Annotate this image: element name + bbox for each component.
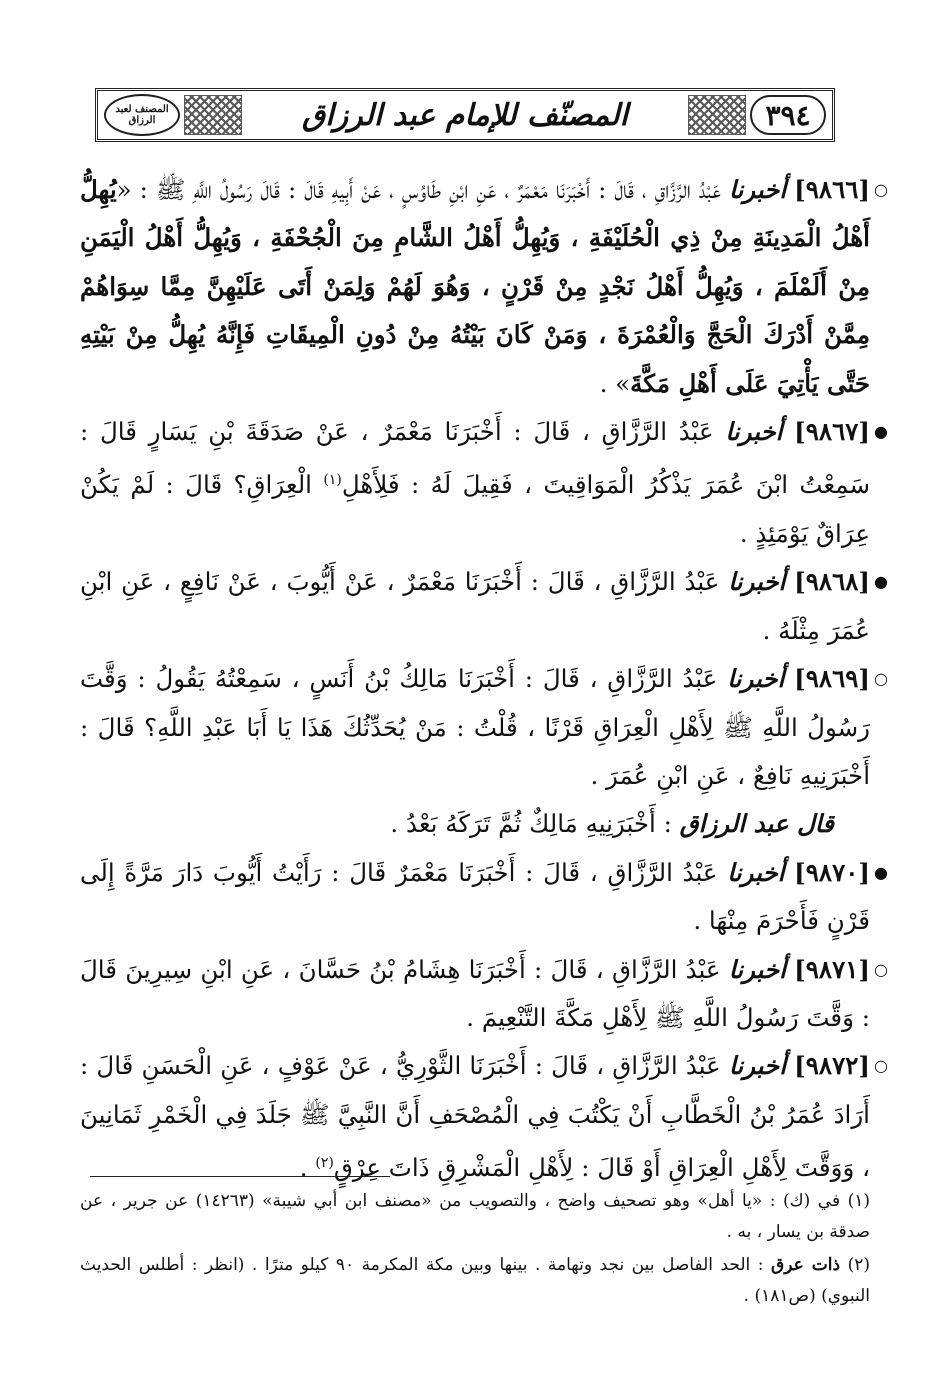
footnote-text: : الحد الفاصل بين نجد وتهامة . بينها وبين مكة المكرمة ٩٠ كيلو مترًا . (انظر : أطلس الحديث النبوي) (ص١٨١) . <box>80 1255 870 1306</box>
footnotes <box>80 1186 870 1314</box>
footnote-ref[interactable]: (١) <box>323 472 342 489</box>
hadith-isnad: عَبْدُ الرَّزَّاقِ ، قَالَ : أَخْبَرَنَا مَالِكُ بْنُ أَنَسٍ ، سَمِعْتُهُ يَقُولُ : وَقَّتَ رَسُولُ اللَّهِ ﷺ لِأَهْلِ الْعِرَاقِ قَرْنًا ، قُلْتُ : مَنْ يُحَدِّثُكَ هَذَا يَا أَبَا عَبْدِ اللَّهِ؟ قَالَ : أَخْبَرَنِيهِ نَافِعٌ ، عَنِ ابْنِ عُمَرَ . <box>80 664 870 791</box>
hadith-isnad: عَبْدُ الرَّزَّاقِ ، قَالَ : أَخْبَرَنَا مَعْمَرٌ ، عَنْ صَدَقَةَ بْنِ يَسَارٍ قَالَ : سَمِعْتُ ابْنَ عُمَرَ يَذْكُرُ الْمَوَاقِيتَ ، فَقِيلَ لَهُ : فَلِأَهْلِ <box>80 417 870 500</box>
hadith-entry-9867 <box>80 408 888 558</box>
entry-marker-icon: ○ <box>874 180 888 199</box>
header-ornament-left <box>184 95 242 135</box>
hadith-number: [٩٨٧٢] <box>794 1051 870 1081</box>
hadith-isnad: عَبْدُ الرَّزَّاقِ ، قَالَ : أَخْبَرَنَا مَعْمَرٌ ، عَنْ أَيُّوبَ ، عَنْ نَافِعٍ ، عَنِ ابْنِ عُمَرَ مِثْلَهُ . <box>80 567 870 645</box>
footnote-separator <box>90 1176 390 1177</box>
hadith-entry-9868 <box>80 558 888 655</box>
hadith-entry-9869 <box>80 655 888 800</box>
hadith-isnad: عَبْدُ الرَّزَّاقِ ، قَالَ : أَخْبَرَنَا الثَّوْرِيُّ ، عَنْ عَوْفٍ ، عَنِ الْحَسَنِ قَالَ : أَرَادَ عُمَرُ بْنُ الْخَطَّابِ أَنْ يَكْتُبَ فِي الْمُصْحَفِ أَنَّ النَّبِيَّ ﷺ جَلَدَ فِي الْخَمْرِ ثَمَانِينَ ، وَوَقَّتَ لِأَهْلِ الْعِرَاقِ أَوْ قَالَ : لِأَهْلِ الْمَشْرِقِ ذَاتَ عِرْقٍ <box>80 1051 870 1183</box>
akhbarana-word: أخبرنا <box>727 664 785 694</box>
editor-note <box>80 800 870 848</box>
page-number: ٣٩٤ <box>750 95 826 135</box>
footnote-term: ذات عرق <box>771 1255 841 1275</box>
entry-marker-icon: ● <box>874 572 888 592</box>
book-seal-logo: المصنف لعبد الرزاق <box>104 94 180 136</box>
akhbarana-word: أخبرنا <box>728 175 787 204</box>
hadith-number: [٩٨٦٦] <box>794 175 870 204</box>
footnote-1 <box>80 1186 870 1248</box>
entry-marker-icon: ● <box>874 862 888 882</box>
footnote-label: (٢) <box>840 1255 870 1275</box>
footnote-2 <box>80 1250 870 1312</box>
akhbarana-word: أخبرنا <box>728 1051 787 1081</box>
hadith-entry-9870 <box>80 849 888 946</box>
footnote-ref[interactable]: (٢) <box>315 1155 334 1172</box>
hadith-entry-9872 <box>80 1042 888 1192</box>
akhbarana-word: أخبرنا <box>727 857 785 887</box>
hadith-tail: » . <box>599 368 631 398</box>
hadith-number: [٩٨٦٩] <box>794 664 870 694</box>
hadith-entry-9866 <box>80 166 888 408</box>
book-title: المصنّف للإمام عبد الرزاق <box>302 97 628 133</box>
hadith-matn: يُهِلُّ أَهْلُ الْمَدِينَةِ مِنْ ذِي الْحُلَيْفَةِ ، وَيُهِلُّ أَهْلُ الشَّامِ مِنَ الْجُحْفَةِ ، وَيُهِلُّ أَهْلُ الْيَمَنِ مِنْ أَلَمْلَمَ ، وَيُهِلُّ أَهْلُ نَجْدٍ مِنْ قَرْنٍ ، وَهُوَ لَهُمْ وَلِمَنْ أَتَى عَلَيْهِنَّ مِمَّا سِوَاهُمْ مِمَّنْ أَدْرَكَ الْحَجَّ وَالْعُمْرَةَ ، وَمَنْ كَانَ بَيْتُهُ مِنْ دُونِ الْمِيقَاتِ فَإِنَّهُ يُهِلُّ مِنْ بَيْتِهِ حَتَّى يَأْتِيَ عَلَى أَهْلِ مَكَّةَ <box>80 175 870 398</box>
akhbarana-word: أخبرنا <box>728 567 786 597</box>
hadith-tail: الْعِرَاقِ؟ قَالَ : لَمْ يَكُنْ عِرَاقٌ يَوْمَئِذٍ . <box>80 470 870 548</box>
hadith-number: [٩٨٦٨] <box>794 567 870 597</box>
akhbarana-word: أخبرنا <box>728 954 786 984</box>
entry-marker-icon: ○ <box>874 1056 888 1076</box>
hadith-isnad: عَبْدُ الرَّزَّاقِ ، قَالَ : أَخْبَرَنَا مَعْمَرٌ ، عَنِ ابْنِ طَاوُسٍ ، عَنْ أَبِيهِ قَالَ : قَالَ رَسُولُ اللَّهِ ﷺ : « <box>116 175 721 204</box>
note-text: : أَخْبَرَنِيهِ مَالِكٌ ثُمَّ تَرَكَهُ بَعْدُ . <box>390 809 672 839</box>
hadith-isnad: عَبْدُ الرَّزَّاقِ ، قَالَ : أَخْبَرَنَا هِشَامُ بْنُ حَسَّانَ ، عَنِ ابْنِ سِيرِينَ قَالَ : وَقَّتَ رَسُولُ اللَّهِ ﷺ لِأَهْلِ مَكَّةَ التَّنْعِيمَ . <box>80 954 870 1033</box>
header-ornament-right <box>688 95 746 135</box>
entry-marker-icon: ○ <box>874 959 888 979</box>
akhbarana-word: أخبرنا <box>725 417 783 447</box>
hadith-tail: . <box>299 1153 308 1183</box>
footnote-text: (١) في (ك) : «يا أهل» وهو تصحيف واضح ، والتصويب من «مصنف ابن أبي شيبة» (١٤٢٦٣) عن جرير ، عن صدقة بن يسار ، به . <box>80 1191 871 1242</box>
hadith-entry-9871 <box>80 946 888 1043</box>
entry-marker-icon: ● <box>874 422 888 442</box>
hadith-number: [٩٨٧٠] <box>794 857 870 887</box>
hadith-number: [٩٨٧١] <box>794 954 870 984</box>
hadith-isnad: عَبْدُ الرَّزَّاقِ ، قَالَ : أَخْبَرَنَا مَعْمَرٌ قَالَ : رَأَيْتُ أَيُّوبَ دَارَ مَرَّةً إِلَى قَرْنٍ فَأَحْرَمَ مِنْهَا . <box>80 857 870 936</box>
hadith-text <box>80 166 888 1193</box>
running-header <box>95 88 835 142</box>
hadith-number: [٩٨٦٧] <box>794 417 870 447</box>
entry-marker-icon: ○ <box>874 669 888 689</box>
note-speaker: قال عبد الرزاق <box>679 809 834 839</box>
